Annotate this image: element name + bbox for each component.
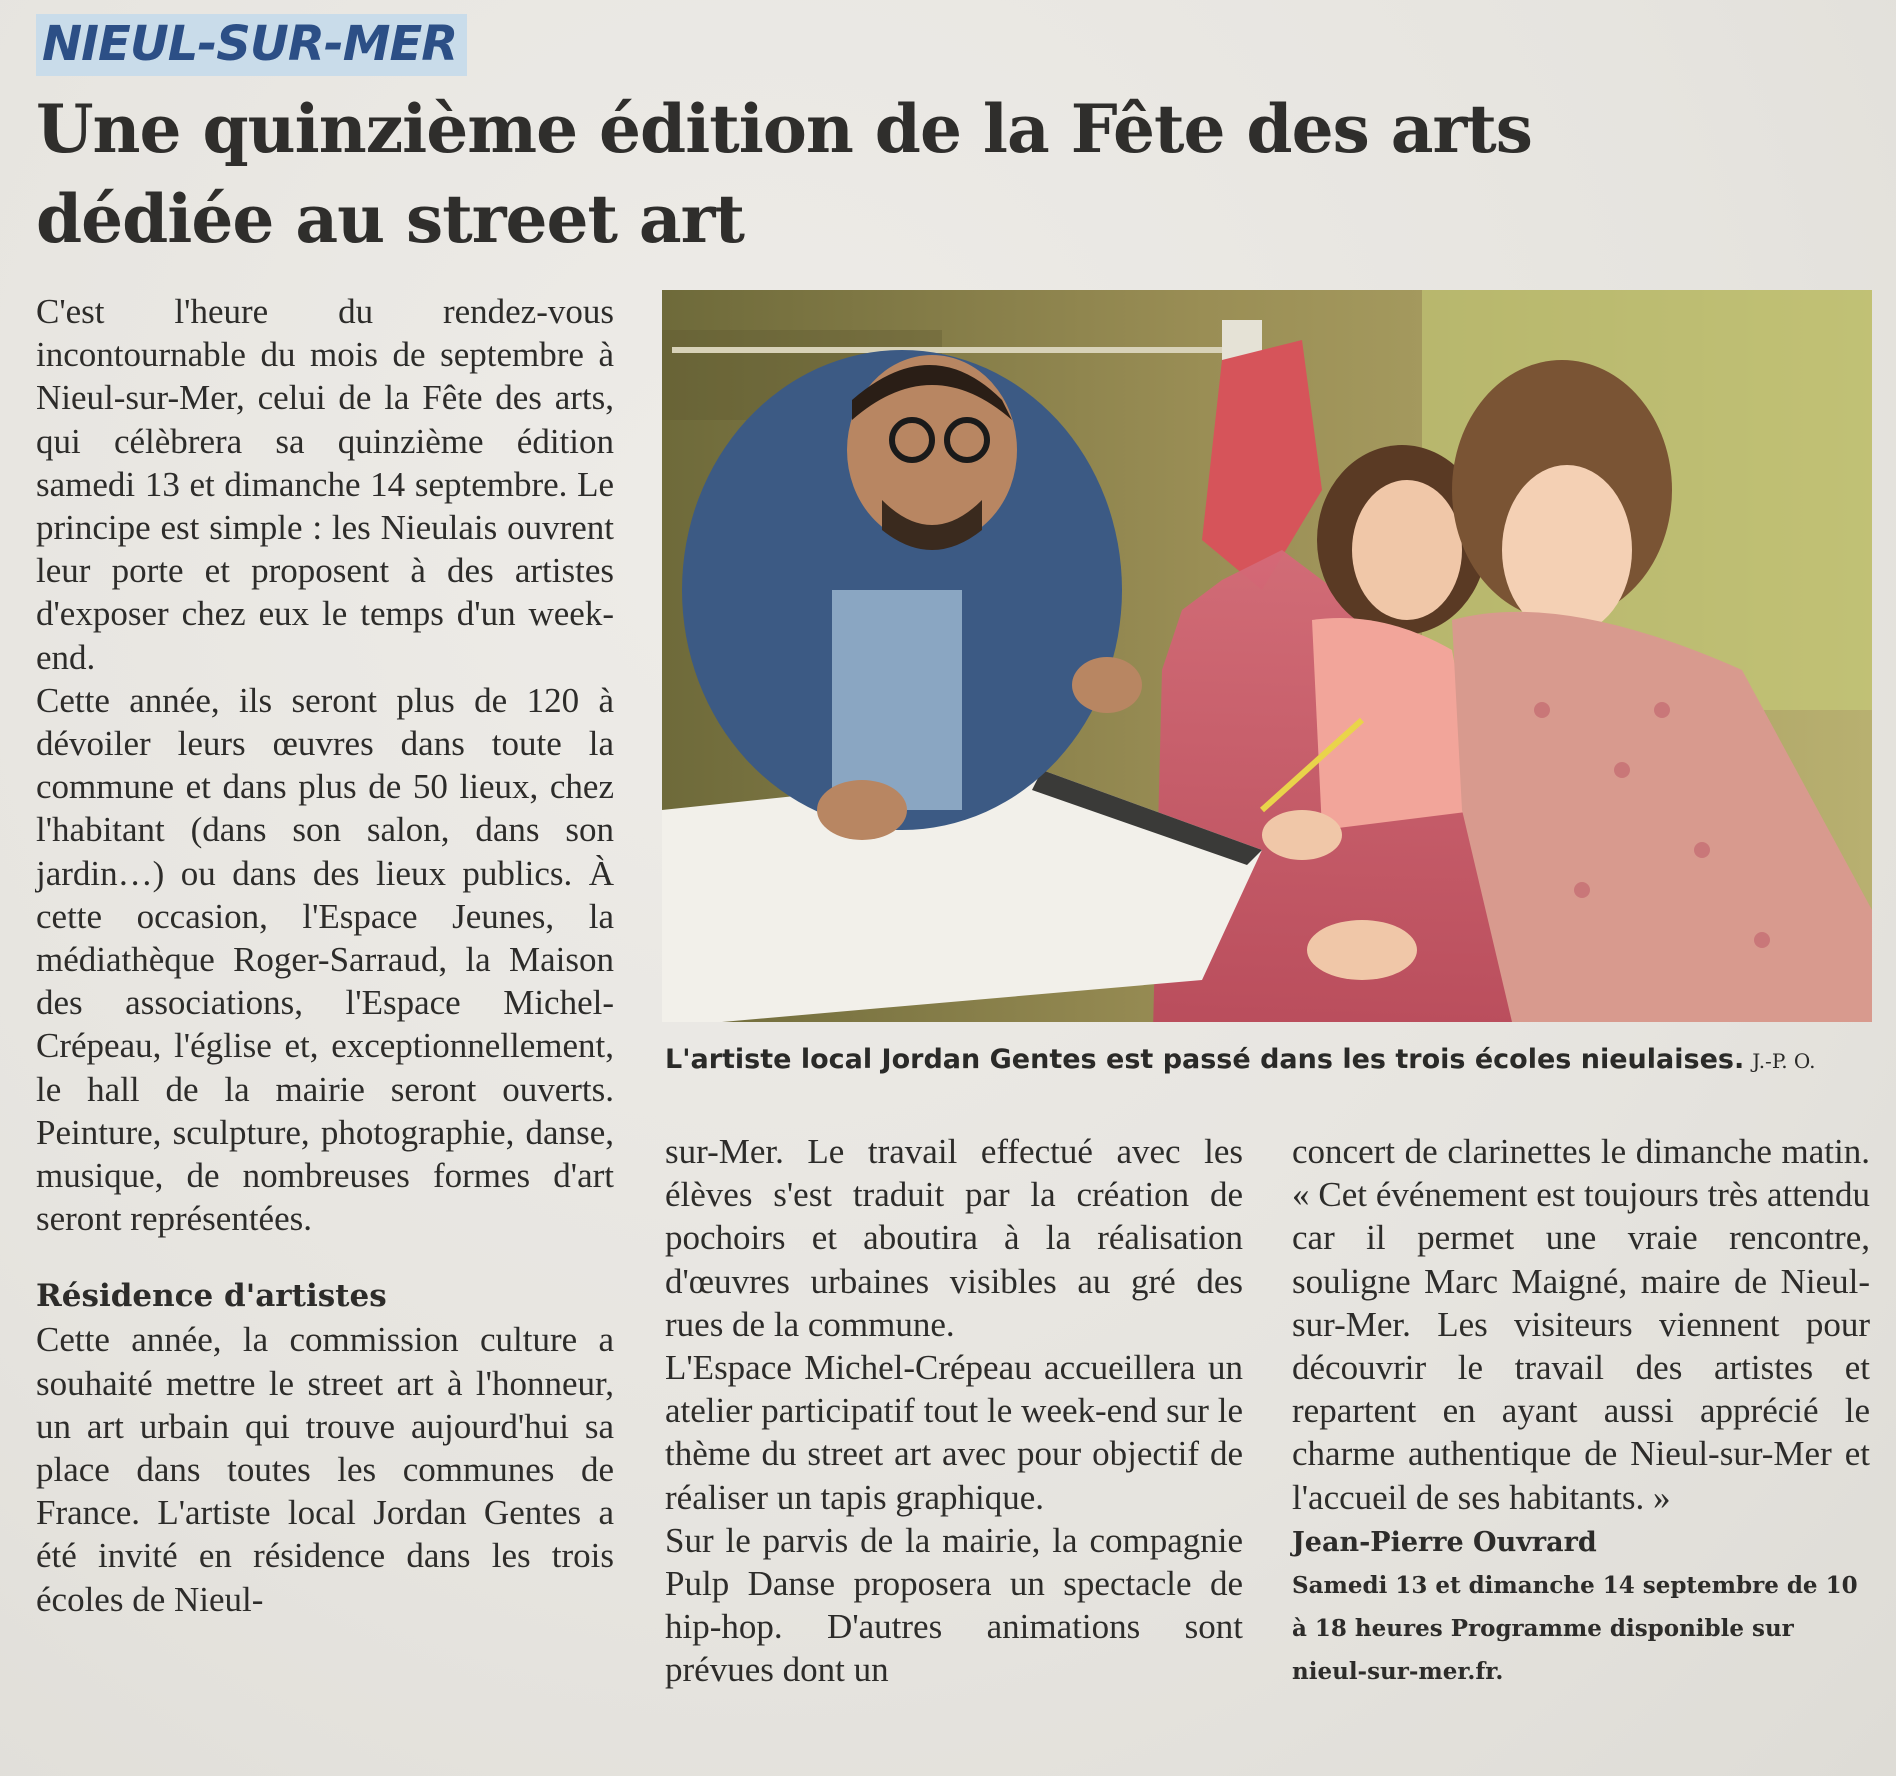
photo-credit: J.-P. O. [1752,1049,1816,1073]
photo-caption [665,1040,1875,1081]
paragraph-residence: Cette année, la commission culture a souhaité mettre le street art à l'honneur, un art urbain qui trouve aujourd'hui sa place dans toutes les communes de France. L'artiste local Jordan Gentes a été invité en résidence dans les trois écoles de Nieul- [36,1320,614,1619]
paragraph-participants: Cette année, ils seront plus de 120 à dévoiler leurs œuvres dans toute la commune et dans plus de 50 lieux, chez l'habitant (dans son salon, dans son jardin…) ou dans des lieux publics. À cette occasion, l'Espace Jeunes, la médiathèque Roger-Sarraud, la Maison des associations, l'Espace Michel-Crépeau, l'église et, exceptionnellement, le hall de la mairie seront ouverts. Peinture, sculpture, photographie, danse, musique, de nombreuses formes d'art seront représentées. [36,680,614,1239]
author-signature: Jean-Pierre Ouvrard [1292,1526,1597,1558]
paragraph-stencils: sur-Mer. Le travail effectué avec les élèves s'est traduit par la création de pochoirs et aboutira à la réalisation d'œuvres urbaines visibles au gré des rues de la commune. [665,1132,1243,1344]
paragraph-intro: C'est l'heure du rendez-vous incontournable du mois de septembre à Nieul-sur-Mer, celui de la Fête des arts, qui célèbrera sa quinzième édition samedi 13 et dimanche 14 septembre. Le principe est simple : les Nieulais ouvrent leur porte et proposent à des artistes d'exposer chez eux le temps d'un week-end. [36,292,614,677]
paragraph-workshop: L'Espace Michel-Crépeau accueillera un atelier participatif tout le week-end sur le thème du street art avec pour objectif de réaliser un tapis graphique. [665,1348,1243,1517]
caption-text: L'artiste local Jordan Gentes est passé dans les trois écoles nieulaises. [665,1044,1745,1075]
headline-line-1: Une quinzième édition de la Fête des arts [36,90,1532,168]
article-photo [662,290,1872,1022]
headline-line-2: dédiée au street art [36,180,744,258]
subheading-residence: Résidence d'artistes [36,1278,387,1315]
article-column-1 [36,290,614,1621]
article-column-3 [1292,1130,1870,1693]
photo-illustration [662,290,1872,1022]
paragraph-hiphop: Sur le parvis de la mairie, la compagnie Pulp Danse proposera un spectacle de hip-hop. D'autres animations sont prévues dont un [665,1520,1243,1690]
section-rubric: NIEUL-SUR-MER [36,14,467,76]
paragraph-quote: concert de clarinettes le dimanche matin. « Cet événement est toujours très attendu car il permet une vraie rencontre, souligne Marc Maigné, maire de Nieul-sur-Mer. Les visiteurs viennent pour découvrir le travail des artistes et repartent en ayant aussi apprécié le charme authentique de Nieul-sur-Mer et l'accueil de ses habitants. » [1292,1132,1870,1517]
article-headline [36,84,1856,264]
article-column-2 [665,1130,1243,1692]
practical-info: Samedi 13 et dimanche 14 septembre de 10 à 18 heures Programme disponible sur nieul-sur-mer.fr. [1292,1571,1858,1685]
